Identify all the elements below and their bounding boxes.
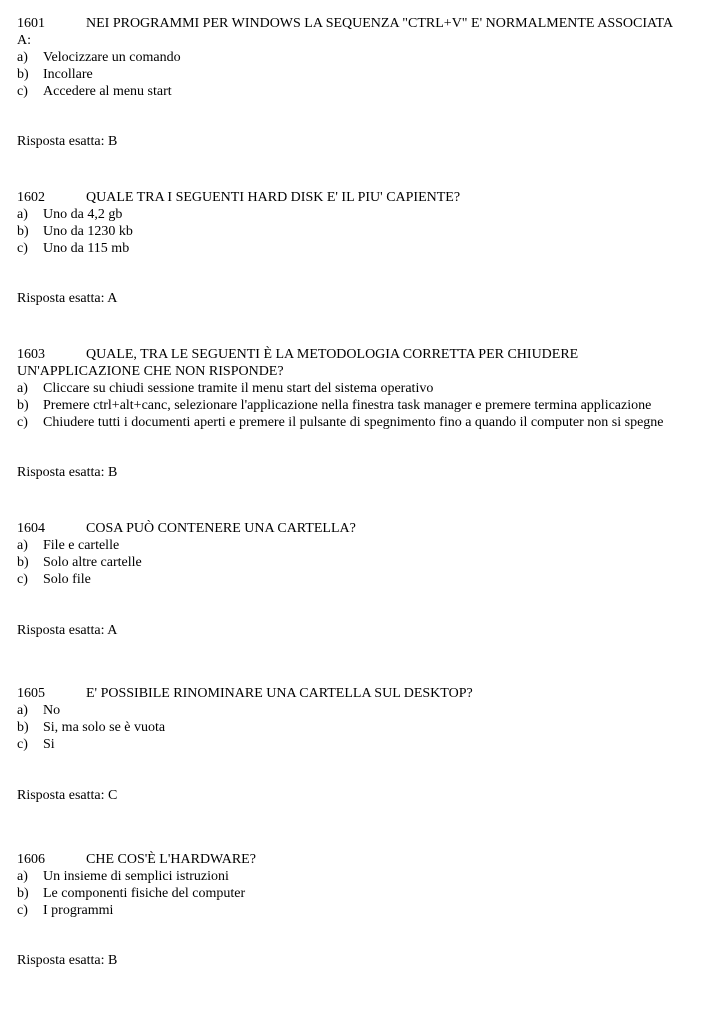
question-header xyxy=(17,851,717,868)
answer-1602 xyxy=(17,290,117,307)
option-text: Velocizzare un comando xyxy=(43,50,181,65)
answer-label: Risposta esatta: xyxy=(17,291,105,306)
option-text: Le componenti fisiche del computer xyxy=(43,886,246,901)
question-1603 xyxy=(17,346,717,431)
option-letter: a) xyxy=(17,703,28,718)
answer-1606 xyxy=(17,952,117,969)
option-letter: b) xyxy=(17,67,29,82)
option-text: Solo file xyxy=(43,572,91,587)
option-letter: b) xyxy=(17,886,29,901)
option-text: I programmi xyxy=(43,903,114,918)
option-text: Si, ma solo se è vuota xyxy=(43,720,166,735)
answer-label: Risposta esatta: xyxy=(17,134,105,149)
option-letter: a) xyxy=(17,381,28,396)
answer-value: B xyxy=(108,465,118,480)
question-header xyxy=(17,520,717,537)
question-number: 1604 xyxy=(17,521,45,536)
question-number: 1605 xyxy=(17,686,45,701)
question-text: QUALE TRA I SEGUENTI HARD DISK E' IL PIU' CAPIENTE? xyxy=(86,190,461,205)
option-letter: c) xyxy=(17,415,28,430)
question-1602 xyxy=(17,189,717,257)
question-1605 xyxy=(17,685,717,753)
answer-value: B xyxy=(108,953,118,968)
question-number: 1603 xyxy=(17,347,45,362)
option-text: Solo altre cartelle xyxy=(43,555,142,570)
option-a xyxy=(17,537,717,554)
option-letter: b) xyxy=(17,398,29,413)
option-text: Chiudere tutti i documenti aperti e premere il pulsante di spegnimento fino a quando il computer non si spegne xyxy=(43,415,664,430)
question-text: CHE COS'È L'HARDWARE? xyxy=(86,852,256,867)
answer-value: B xyxy=(108,134,118,149)
option-letter: b) xyxy=(17,224,29,239)
question-1601 xyxy=(17,15,717,100)
question-text: E' POSSIBILE RINOMINARE UNA CARTELLA SUL DESKTOP? xyxy=(86,686,473,701)
question-text: QUALE, TRA LE SEGUENTI È LA METODOLOGIA CORRETTA PER CHIUDERE xyxy=(86,347,579,362)
option-b xyxy=(17,397,717,414)
option-text: Uno da 4,2 gb xyxy=(43,207,123,222)
option-letter: b) xyxy=(17,720,29,735)
option-b xyxy=(17,719,717,736)
question-text-continuation: A: xyxy=(17,33,31,48)
option-letter: c) xyxy=(17,572,28,587)
option-letter: c) xyxy=(17,241,28,256)
option-a xyxy=(17,702,717,719)
option-letter: a) xyxy=(17,207,28,222)
question-header xyxy=(17,15,717,32)
answer-1604 xyxy=(17,622,117,639)
answer-label: Risposta esatta: xyxy=(17,623,105,638)
option-text: Uno da 1230 kb xyxy=(43,224,133,239)
answer-1601 xyxy=(17,133,117,150)
option-b xyxy=(17,66,717,83)
question-number: 1601 xyxy=(17,16,45,31)
answer-value: A xyxy=(107,623,118,638)
option-letter: c) xyxy=(17,903,28,918)
answer-label: Risposta esatta: xyxy=(17,465,105,480)
option-text: Cliccare su chiudi sessione tramite il menu start del sistema operativo xyxy=(43,381,434,396)
option-letter: a) xyxy=(17,538,28,553)
option-a xyxy=(17,380,717,397)
question-text: NEI PROGRAMMI PER WINDOWS LA SEQUENZA "CTRL+V" E' NORMALMENTE ASSOCIATA xyxy=(86,16,674,31)
answer-label: Risposta esatta: xyxy=(17,788,105,803)
option-b xyxy=(17,554,717,571)
option-text: Si xyxy=(43,737,55,752)
question-header xyxy=(17,189,717,206)
answer-1603 xyxy=(17,464,117,481)
option-text: Uno da 115 mb xyxy=(43,241,130,256)
answer-1605 xyxy=(17,787,117,804)
option-b xyxy=(17,885,717,902)
question-number: 1602 xyxy=(17,190,45,205)
option-letter: b) xyxy=(17,555,29,570)
option-text: No xyxy=(43,703,61,718)
option-text: Accedere al menu start xyxy=(43,84,172,99)
option-letter: c) xyxy=(17,737,28,752)
option-text: Premere ctrl+alt+canc, selezionare l'applicazione nella finestra task manager e premere termina applicazione xyxy=(43,398,652,413)
option-c xyxy=(17,902,717,919)
option-c xyxy=(17,736,717,753)
option-text: File e cartelle xyxy=(43,538,120,553)
option-text: Incollare xyxy=(43,67,93,82)
question-header xyxy=(17,346,717,363)
option-a xyxy=(17,49,717,66)
answer-value: C xyxy=(108,788,118,803)
option-b xyxy=(17,223,717,240)
option-letter: c) xyxy=(17,84,28,99)
option-c xyxy=(17,240,717,257)
answer-value: A xyxy=(107,291,118,306)
option-c xyxy=(17,414,717,431)
question-1604 xyxy=(17,520,717,588)
question-1606 xyxy=(17,851,717,919)
option-letter: a) xyxy=(17,869,28,884)
option-c xyxy=(17,571,717,588)
answer-label: Risposta esatta: xyxy=(17,953,105,968)
question-text-continuation: UN'APPLICAZIONE CHE NON RISPONDE? xyxy=(17,364,284,379)
option-text: Un insieme di semplici istruzioni xyxy=(43,869,229,884)
option-a xyxy=(17,206,717,223)
question-header xyxy=(17,685,717,702)
question-text: COSA PUÒ CONTENERE UNA CARTELLA? xyxy=(86,521,356,536)
option-c xyxy=(17,83,717,100)
question-number: 1606 xyxy=(17,852,45,867)
option-letter: a) xyxy=(17,50,28,65)
option-a xyxy=(17,868,717,885)
